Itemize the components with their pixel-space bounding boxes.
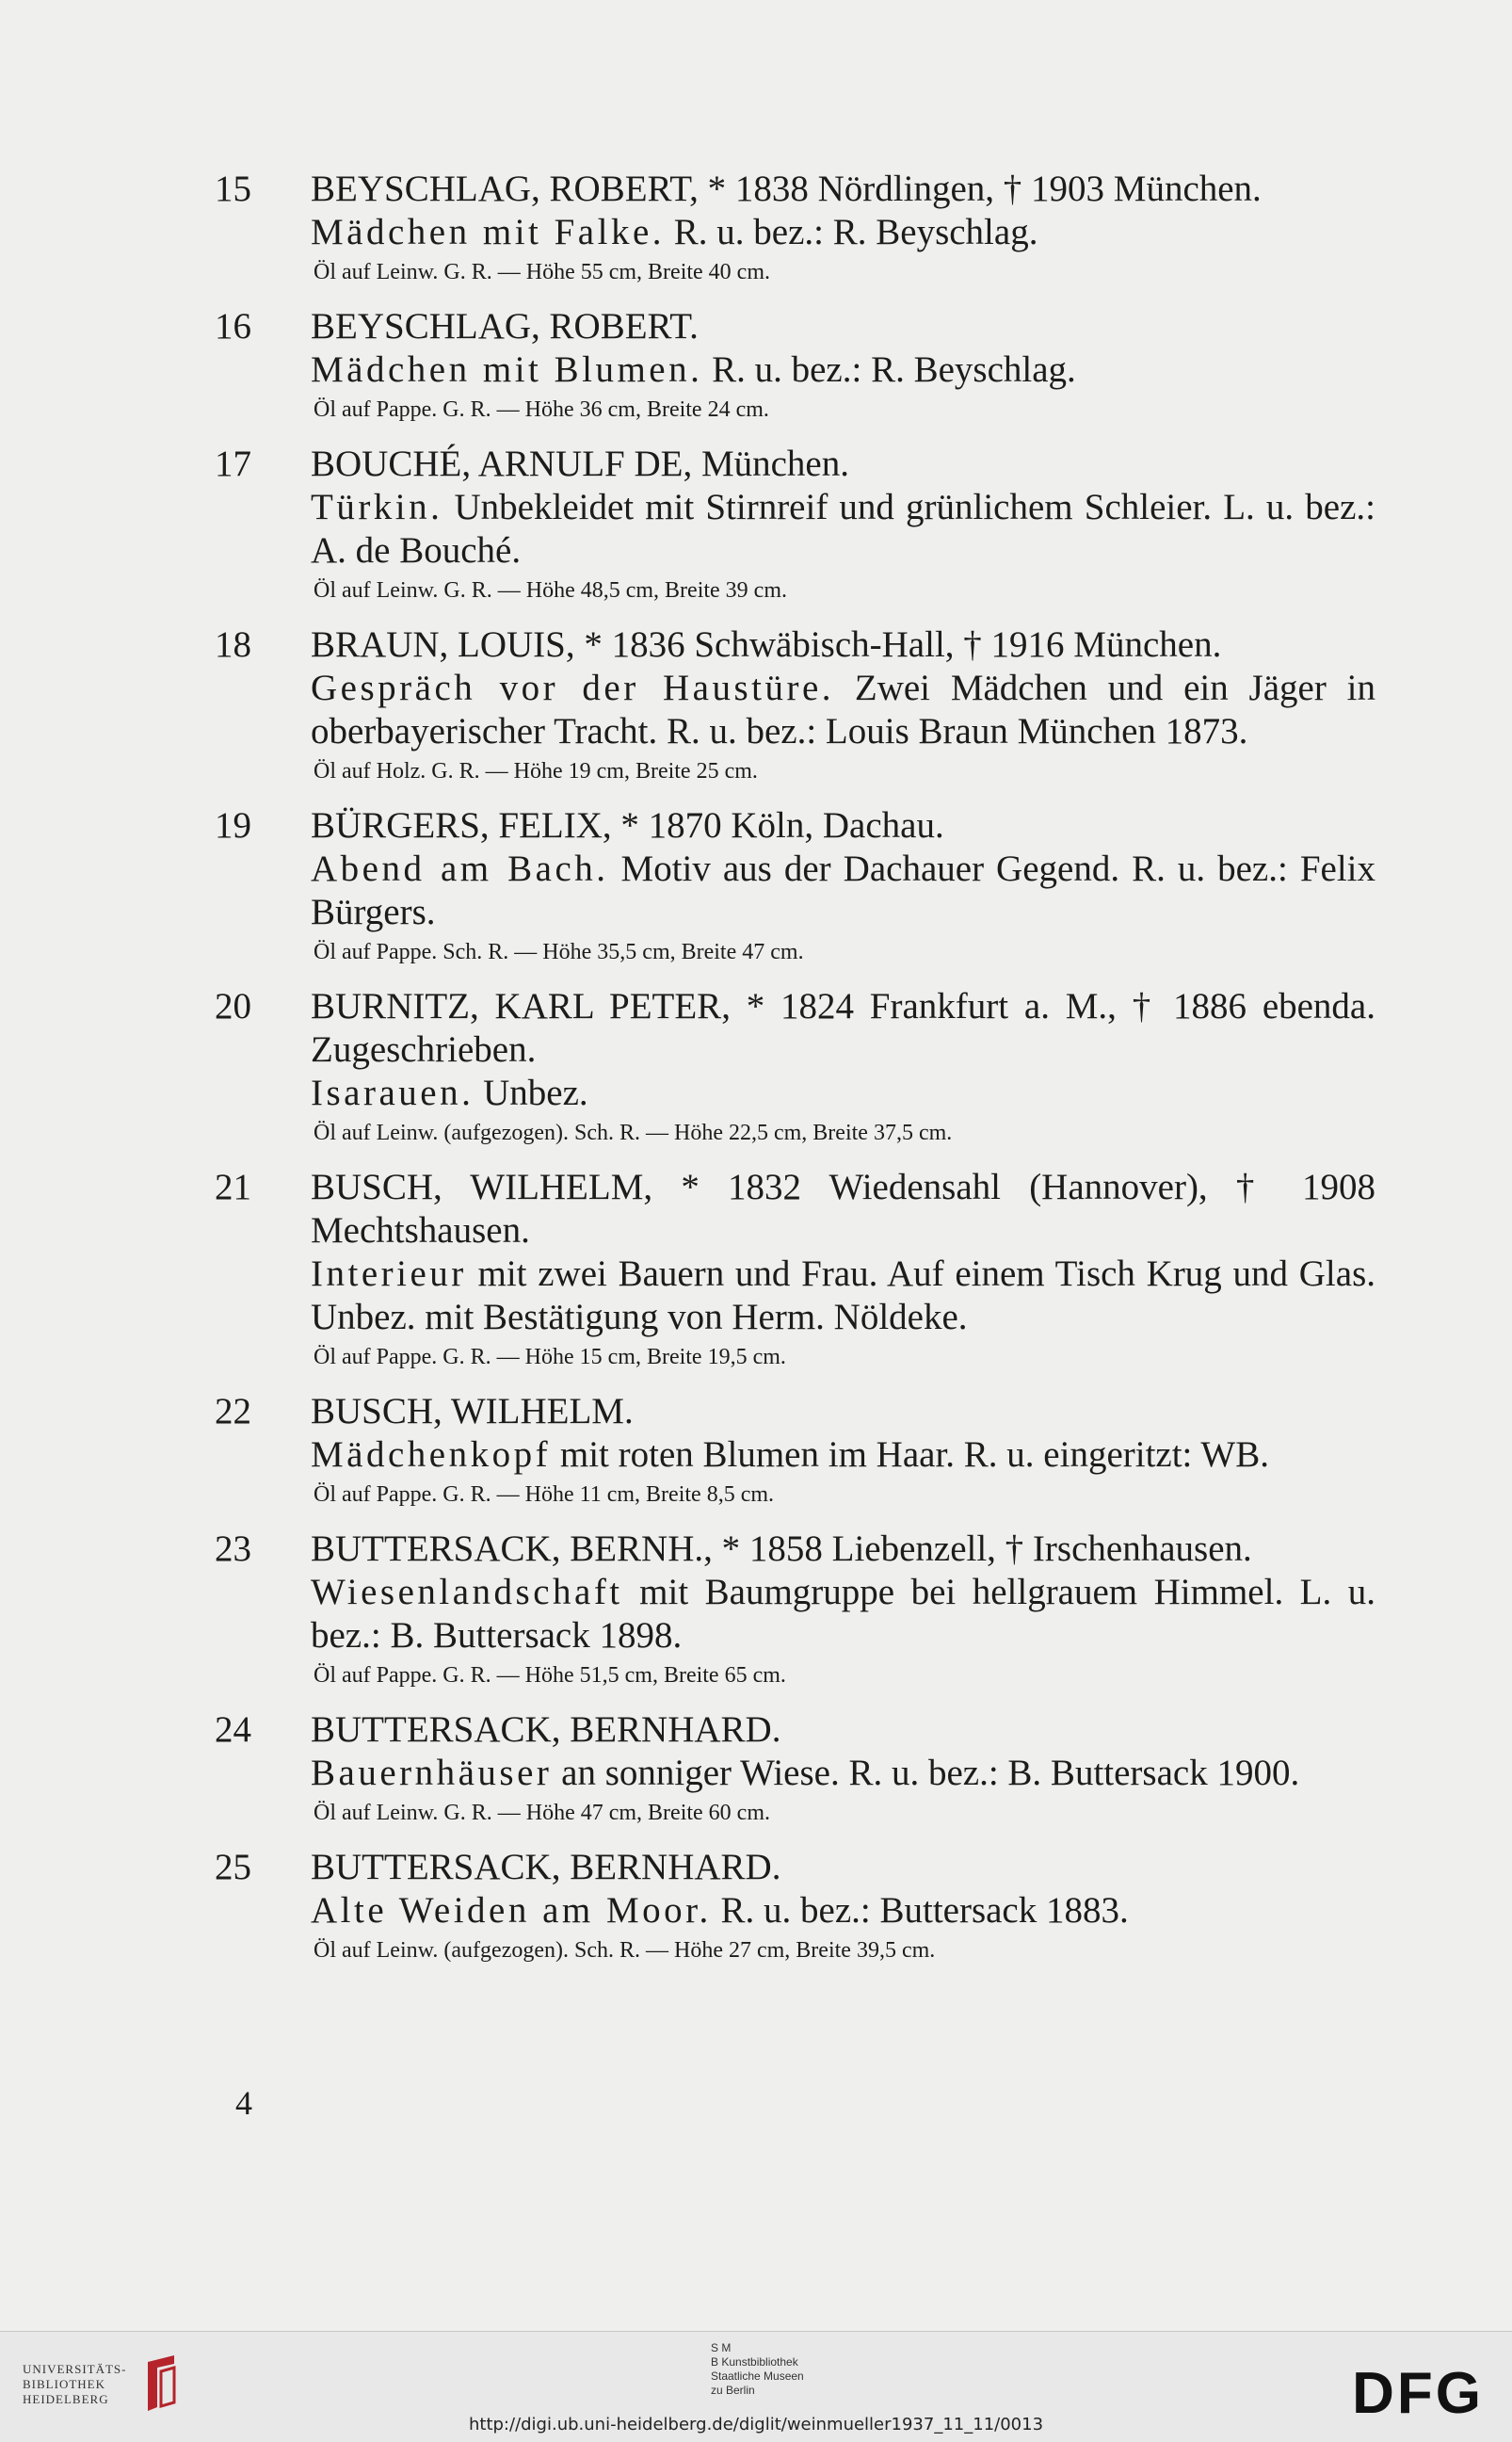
entry-technique: Öl auf Pappe. G. R. — Höhe 11 cm, Breite 8,5 cm. — [314, 1482, 775, 1507]
entry-description: an sonniger Wiese. R. u. bez.: B. Buttersack 1900. — [552, 1753, 1300, 1793]
viewer-footer — [0, 2331, 1512, 2442]
page-number: 4 — [235, 2084, 252, 2122]
entry-title-line — [311, 1072, 1375, 1115]
entry-technique: Öl auf Pappe. G. R. — Höhe 15 cm, Breite 19,5 cm. — [314, 1345, 786, 1369]
entry-number: 21 — [215, 1167, 251, 1207]
entry-title-line — [311, 1752, 1375, 1795]
entry-title-line — [311, 348, 1375, 392]
catalog-entry — [215, 1528, 1375, 1691]
entry-number: 24 — [215, 1709, 251, 1750]
entry-number: 19 — [215, 805, 251, 846]
catalog-entry — [215, 443, 1375, 606]
entry-title: Gespräch vor der Haustüre. — [311, 668, 835, 708]
entry-artist: BUTTERSACK, BERNH., * 1858 Liebenzell, † Irschenhausen. — [311, 1528, 1252, 1569]
entry-number: 16 — [215, 306, 251, 347]
entry-title: Mädchenkopf — [311, 1434, 552, 1475]
catalog-entry — [215, 804, 1375, 968]
catalog-entries — [215, 168, 1375, 1983]
entry-title-line — [311, 848, 1375, 934]
catalog-entry — [215, 623, 1375, 787]
entry-number: 18 — [215, 624, 251, 665]
entry-title-line — [311, 1571, 1375, 1658]
uni-line-3: HEIDELBERG — [23, 2392, 109, 2406]
entry-artist: BEYSCHLAG, ROBERT. — [311, 306, 699, 347]
entry-description: R. u. bez.: R. Beyschlag. — [702, 349, 1076, 390]
dfg-logo: DFG — [1352, 2361, 1484, 2426]
catalog-entry — [215, 305, 1375, 426]
entry-technique: Öl auf Pappe. G. R. — Höhe 51,5 cm, Breite 65 cm. — [314, 1663, 786, 1688]
entry-description: R. u. bez.: R. Beyschlag. — [665, 212, 1038, 252]
entry-number: 22 — [215, 1391, 251, 1431]
entry-description: Motiv aus der Dachauer Gegend. R. u. bez.: Felix Bürgers. — [311, 849, 1375, 932]
kunstbibliothek-label — [711, 2341, 804, 2398]
entry-title: Mädchen mit Falke. — [311, 212, 666, 252]
entry-number: 17 — [215, 444, 251, 484]
university-library-label — [23, 2362, 127, 2407]
catalog-entry — [215, 985, 1375, 1149]
entry-title: Wiesenlandschaft — [311, 1572, 623, 1612]
source-url[interactable]: http://digi.ub.uni-heidelberg.de/diglit/weinmueller1937_11_11/0013 — [468, 2415, 1044, 2434]
entry-technique: Öl auf Pappe. Sch. R. — Höhe 35,5 cm, Breite 47 cm. — [314, 940, 804, 964]
entry-artist: BOUCHÉ, ARNULF DE, München. — [311, 444, 849, 484]
entry-technique: Öl auf Pappe. G. R. — Höhe 36 cm, Breite 24 cm. — [314, 397, 769, 422]
entry-title-line — [311, 1889, 1375, 1933]
catalog-entry — [215, 168, 1375, 288]
entry-title: Türkin. — [311, 487, 443, 527]
entry-description: mit roten Blumen im Haar. R. u. eingeritzt: WB. — [551, 1434, 1270, 1475]
entry-number: 23 — [215, 1528, 251, 1569]
catalog-entry — [215, 1166, 1375, 1373]
catalog-entry — [215, 1390, 1375, 1511]
entry-title-line — [311, 211, 1375, 254]
entry-artist: BUSCH, WILHELM, * 1832 Wiedensahl (Hannover), † 1908 Mechtshausen. — [311, 1167, 1375, 1251]
entry-title: Mädchen mit Blumen. — [311, 349, 703, 390]
entry-artist: BUTTERSACK, BERNHARD. — [311, 1709, 781, 1750]
entry-technique: Öl auf Leinw. (aufgezogen). Sch. R. — Höhe 22,5 cm, Breite 37,5 cm. — [314, 1121, 953, 1145]
entry-technique: Öl auf Holz. G. R. — Höhe 19 cm, Breite 25 cm. — [314, 759, 758, 784]
skb-line-4: zu Berlin — [711, 2384, 755, 2397]
entry-title: Interieur — [311, 1253, 467, 1294]
entry-description: Unbekleidet mit Stirnreif und grünlichem Schleier. L. u. bez.: A. de Bouché. — [311, 487, 1375, 571]
entry-technique: Öl auf Leinw. G. R. — Höhe 55 cm, Breite 40 cm. — [314, 260, 771, 284]
entry-description: R. u. bez.: Buttersack 1883. — [711, 1890, 1129, 1931]
entry-technique: Öl auf Leinw. G. R. — Höhe 47 cm, Breite 60 cm. — [314, 1801, 771, 1825]
skb-line-1: S M — [711, 2341, 732, 2354]
skb-line-3: Staatliche Museen — [711, 2369, 804, 2383]
entry-title: Isarauen. — [311, 1073, 475, 1113]
entry-description: Zwei Mädchen und ein Jäger in oberbayerischer Tracht. R. u. bez.: Louis Braun München 1873. — [311, 668, 1375, 752]
entry-number: 25 — [215, 1847, 251, 1887]
entry-title-line — [311, 1253, 1375, 1339]
entry-artist: BEYSCHLAG, ROBERT, * 1838 Nördlingen, † 1903 München. — [311, 169, 1262, 209]
entry-artist: BÜRGERS, FELIX, * 1870 Köln, Dachau. — [311, 805, 944, 846]
uni-line-2: BIBLIOTHEK — [23, 2377, 105, 2391]
catalog-entry — [215, 1846, 1375, 1966]
entry-artist: BUTTERSACK, BERNHARD. — [311, 1847, 781, 1887]
entry-description: mit zwei Bauern und Frau. Auf einem Tisch Krug und Glas. Unbez. mit Bestätigung von Herm. Nöldeke. — [311, 1253, 1375, 1337]
entry-technique: Öl auf Leinw. G. R. — Höhe 48,5 cm, Breite 39 cm. — [314, 578, 788, 603]
entry-title-line — [311, 486, 1375, 573]
entry-artist: BURNITZ, KARL PETER, * 1824 Frankfurt a. M., † 1886 ebenda. Zugeschrieben. — [311, 986, 1375, 1070]
entry-number: 20 — [215, 986, 251, 1027]
entry-technique: Öl auf Leinw. (aufgezogen). Sch. R. — Höhe 27 cm, Breite 39,5 cm. — [314, 1938, 936, 1963]
entry-title: Bauernhäuser — [311, 1753, 553, 1793]
entry-title-line — [311, 667, 1375, 753]
skb-line-2: B Kunstbibliothek — [711, 2355, 798, 2369]
entry-artist: BUSCH, WILHELM. — [311, 1391, 634, 1431]
entry-number: 15 — [215, 169, 251, 209]
entry-description: Unbez. — [474, 1073, 588, 1113]
entry-description: mit Baumgruppe bei hellgrauem Himmel. L. u. bez.: B. Buttersack 1898. — [311, 1572, 1375, 1656]
uni-line-1: UNIVERSITÄTS- — [23, 2362, 127, 2376]
entry-title: Alte Weiden am Moor. — [311, 1890, 712, 1931]
entry-title-line — [311, 1433, 1375, 1477]
catalog-entry — [215, 1708, 1375, 1829]
entry-title: Abend am Bach. — [311, 849, 609, 889]
heidelberg-logo-icon — [137, 2351, 184, 2417]
entry-artist: BRAUN, LOUIS, * 1836 Schwäbisch-Hall, † 1916 München. — [311, 624, 1222, 665]
